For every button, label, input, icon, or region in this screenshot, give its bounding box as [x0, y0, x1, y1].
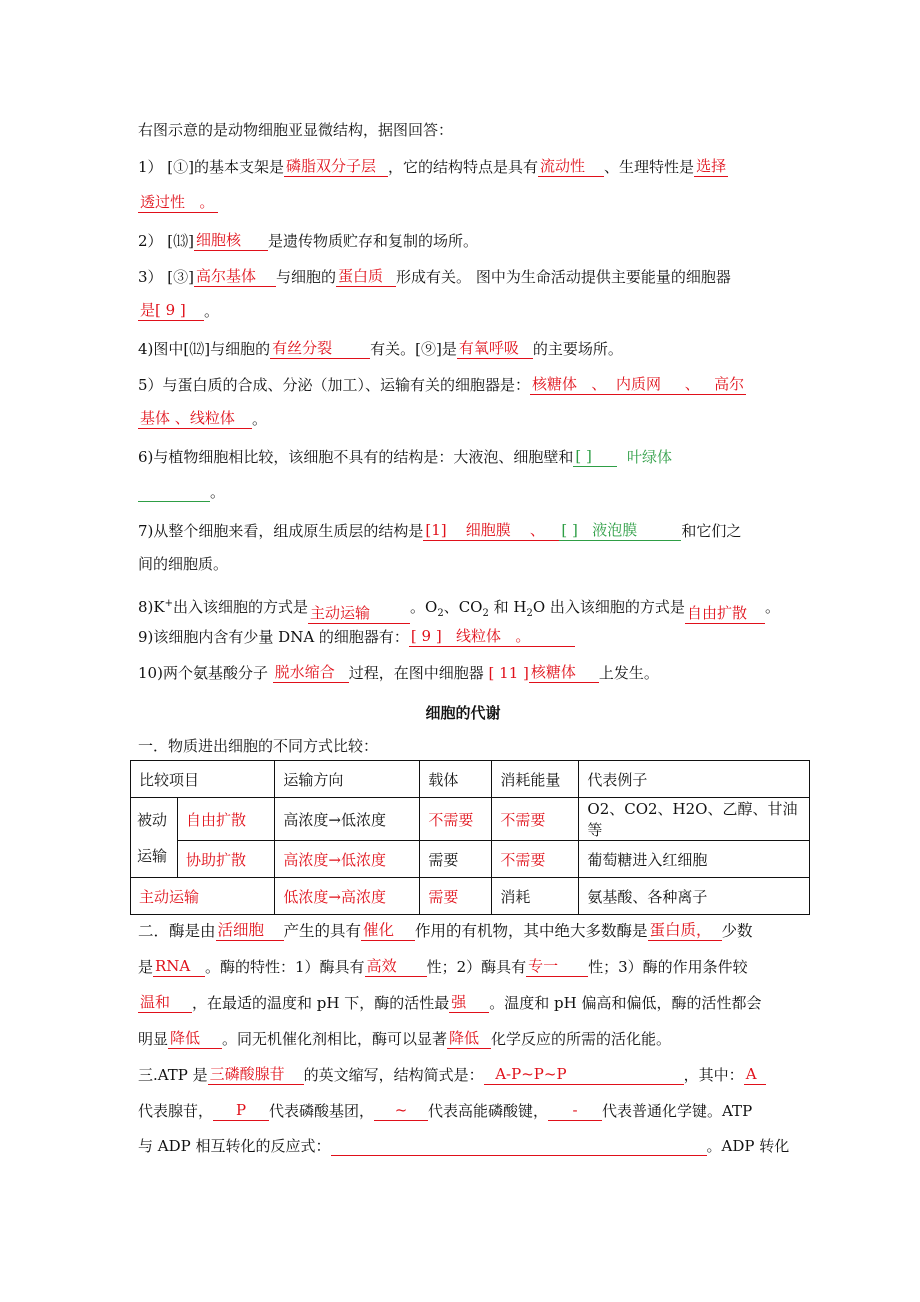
- answer-enzyme-4: RNA: [153, 956, 205, 977]
- answer-atp-5: ~: [374, 1100, 428, 1121]
- answer-8b: 自由扩散: [685, 603, 765, 624]
- row-direction: 高浓度→低浓度: [275, 798, 420, 841]
- answer-enzyme-8: 强: [449, 992, 489, 1013]
- answer-6a: [ ]: [573, 446, 617, 467]
- answer-10c: 核糖体: [529, 662, 599, 683]
- group-label: 被动 运输: [131, 798, 178, 878]
- answer-7a: [1] 细胞膜 、: [423, 520, 559, 541]
- answer-1b: 流动性: [538, 156, 604, 177]
- row-example: 氨基酸、各种离子: [579, 878, 810, 915]
- row-direction: 低浓度→高浓度: [275, 878, 420, 915]
- question-7-cont: 间的细胞质。: [138, 555, 229, 573]
- answer-9: [ 9 ] 线粒体 。: [409, 626, 575, 647]
- question-3-cont: 是[ 9 ] 。: [140, 301, 220, 320]
- row-energy: 不需要: [492, 841, 579, 878]
- answer-enzyme-9: 降低: [168, 1028, 222, 1049]
- question-2: 2） [⒀] 细胞核 是遗传物质贮存和复制的场所。: [138, 231, 479, 250]
- row-name: 自由扩散: [178, 798, 275, 841]
- row-energy: 不需要: [492, 798, 579, 841]
- answer-atp-3: A: [744, 1064, 766, 1085]
- question-5-cont: 基体 、线粒体 。: [140, 409, 268, 428]
- part-2-line-1: 二．酶是由 活细胞 产生的具有 催化 作用的有机物，其中绝大多数酶是 蛋白质， 少数: [138, 921, 753, 940]
- row-carrier: 需要: [420, 841, 492, 878]
- answer-atp-6: -: [548, 1100, 602, 1121]
- row-carrier: 不需要: [420, 798, 492, 841]
- answer-3b: 蛋白质: [336, 266, 396, 287]
- answer-enzyme-10: 降低: [447, 1028, 491, 1049]
- answer-atp-equation-blank: [331, 1137, 707, 1156]
- answer-enzyme-5: 高效: [365, 956, 427, 977]
- table-header: 代表例子: [579, 761, 810, 798]
- question-10: 10)两个氨基酸分子 脱水缩合 过程，在图中细胞器 [ 11 ] 核糖体 上发生。: [138, 663, 659, 682]
- answer-3c: 是[ 9 ]: [138, 300, 204, 321]
- question-3: 3） [③] 高尔基体 与细胞的 蛋白质 形成有关。 图中为生命活动提供主要能量的细胞器: [138, 267, 731, 286]
- part-2-line-4: 明显 降低 。同无机催化剂相比，酶可以显著 降低 化学反应的所需的活化能。: [138, 1029, 672, 1048]
- question-4: 4)图中[⑿]与细胞的 有丝分裂 有关。[⑨]是 有氧呼吸 的主要场所。: [138, 339, 623, 358]
- answer-1c: 选择: [696, 157, 727, 175]
- answer-atp-1: 三磷酸腺苷: [208, 1064, 304, 1085]
- answer-10a: 脱水缩合: [273, 662, 349, 683]
- row-carrier: 需要: [420, 878, 492, 915]
- answer-7b: [ ] 液泡膜: [559, 520, 681, 541]
- answer-enzyme-6: 专一: [526, 956, 588, 977]
- part-2-line-2: 是 RNA 。酶的特性：1）酶具有 高效 性；2）酶具有 专一 性；3）酶的作用条件较: [138, 957, 748, 976]
- answer-5: 核糖体 、 内质网 、 高尔: [532, 375, 745, 393]
- answer-8a: 主动运输: [308, 603, 410, 624]
- part-1-heading: 一．物质进出细胞的不同方式比较：: [138, 737, 379, 755]
- table-header-row: [131, 761, 810, 798]
- part-3-line-3: 与 ADP 相互转化的反应式： 。ADP 转化: [138, 1137, 790, 1155]
- answer-4a: 有丝分裂: [270, 338, 370, 359]
- row-example: 葡萄糖进入红细胞: [579, 841, 810, 878]
- question-9: 9)该细胞内含有少量 DNA 的细胞器有： [ 9 ] 线粒体 。: [138, 626, 575, 647]
- question-7: 7)从整个细胞来看，组成原生质层的结构是 [1] 细胞膜 、 [ ] 液泡膜 和它们之: [138, 521, 742, 540]
- question-1-cont: [138, 192, 218, 213]
- table-header: 比较项目: [131, 761, 275, 798]
- table-row: [131, 878, 810, 915]
- answer-6b: 叶绿体: [626, 448, 672, 466]
- question-6-cont: 。: [138, 482, 225, 502]
- row-energy: 消耗: [492, 878, 579, 915]
- question-1: 1） [①]的基本支架是 磷脂双分子层 ，它的结构特点是具有 流动性 、生理特性是 选择: [138, 157, 727, 176]
- question-5: 5）与蛋白质的合成、分泌（加工）、运输有关的细胞器是： 核糖体 、 内质网 、 高尔: [138, 375, 745, 394]
- part-3-line-2: 代表腺苷， P 代表磷酸基团， ~ 代表高能磷酸键， - 代表普通化学键。ATP: [138, 1101, 753, 1120]
- answer-1a: 磷脂双分子层: [284, 156, 388, 177]
- answer-3a: 高尔基体: [194, 266, 276, 287]
- table-row: [131, 841, 810, 878]
- row-example: O2、CO2、H2O、乙醇、甘油等: [579, 798, 810, 841]
- table-header: 消耗能量: [492, 761, 579, 798]
- answer-2: 细胞核: [194, 230, 268, 251]
- part-2-line-3: 温和 ，在最适的温度和 pH 下，酶的活性最 强 。温度和 pH 偏高和偏低，酶的活性都会: [140, 993, 762, 1012]
- answer-1c-cont: 透过性 。: [138, 192, 218, 213]
- answer-enzyme-7: 温和: [138, 992, 192, 1013]
- row-name: 协助扩散: [178, 841, 275, 878]
- question-8: 8)K+出入该细胞的方式是 主动运输 。$O_2$、$CO_2$ 和 $H_2O$ 出入该细胞的方式是 自由扩散 。: [138, 598, 780, 622]
- table-row: [131, 798, 810, 841]
- section-title: 细胞的代谢: [425, 704, 501, 722]
- intro-text: 右图示意的是动物细胞亚显微结构，据图回答：: [138, 121, 454, 139]
- answer-atp-2: A-P~P~P: [484, 1064, 684, 1085]
- comparison-table: [130, 760, 810, 915]
- table-header: 载体: [420, 761, 492, 798]
- question-6: 6)与植物细胞相比较，该细胞不具有的结构是：大液泡、细胞壁和 [ ] 叶绿体: [138, 447, 672, 466]
- answer-6-blank: [138, 483, 210, 502]
- answer-5-cont: 基体 、线粒体: [138, 408, 252, 429]
- answer-enzyme-2: 催化: [361, 920, 415, 941]
- table-header: 运输方向: [275, 761, 420, 798]
- answer-enzyme-3: 蛋白质，: [648, 920, 722, 941]
- row-name: 主动运输: [131, 878, 275, 915]
- answer-10b: [ 11 ]: [488, 664, 529, 682]
- answer-atp-4: P: [213, 1100, 269, 1121]
- answer-enzyme-1: 活细胞: [216, 920, 284, 941]
- answer-4b: 有氧呼吸: [457, 338, 533, 359]
- row-direction: 高浓度→低浓度: [275, 841, 420, 878]
- part-3-line-1: 三.ATP 是 三磷酸腺苷 的英文缩写，结构简式是： A-P~P~P ，其中： A: [138, 1064, 766, 1085]
